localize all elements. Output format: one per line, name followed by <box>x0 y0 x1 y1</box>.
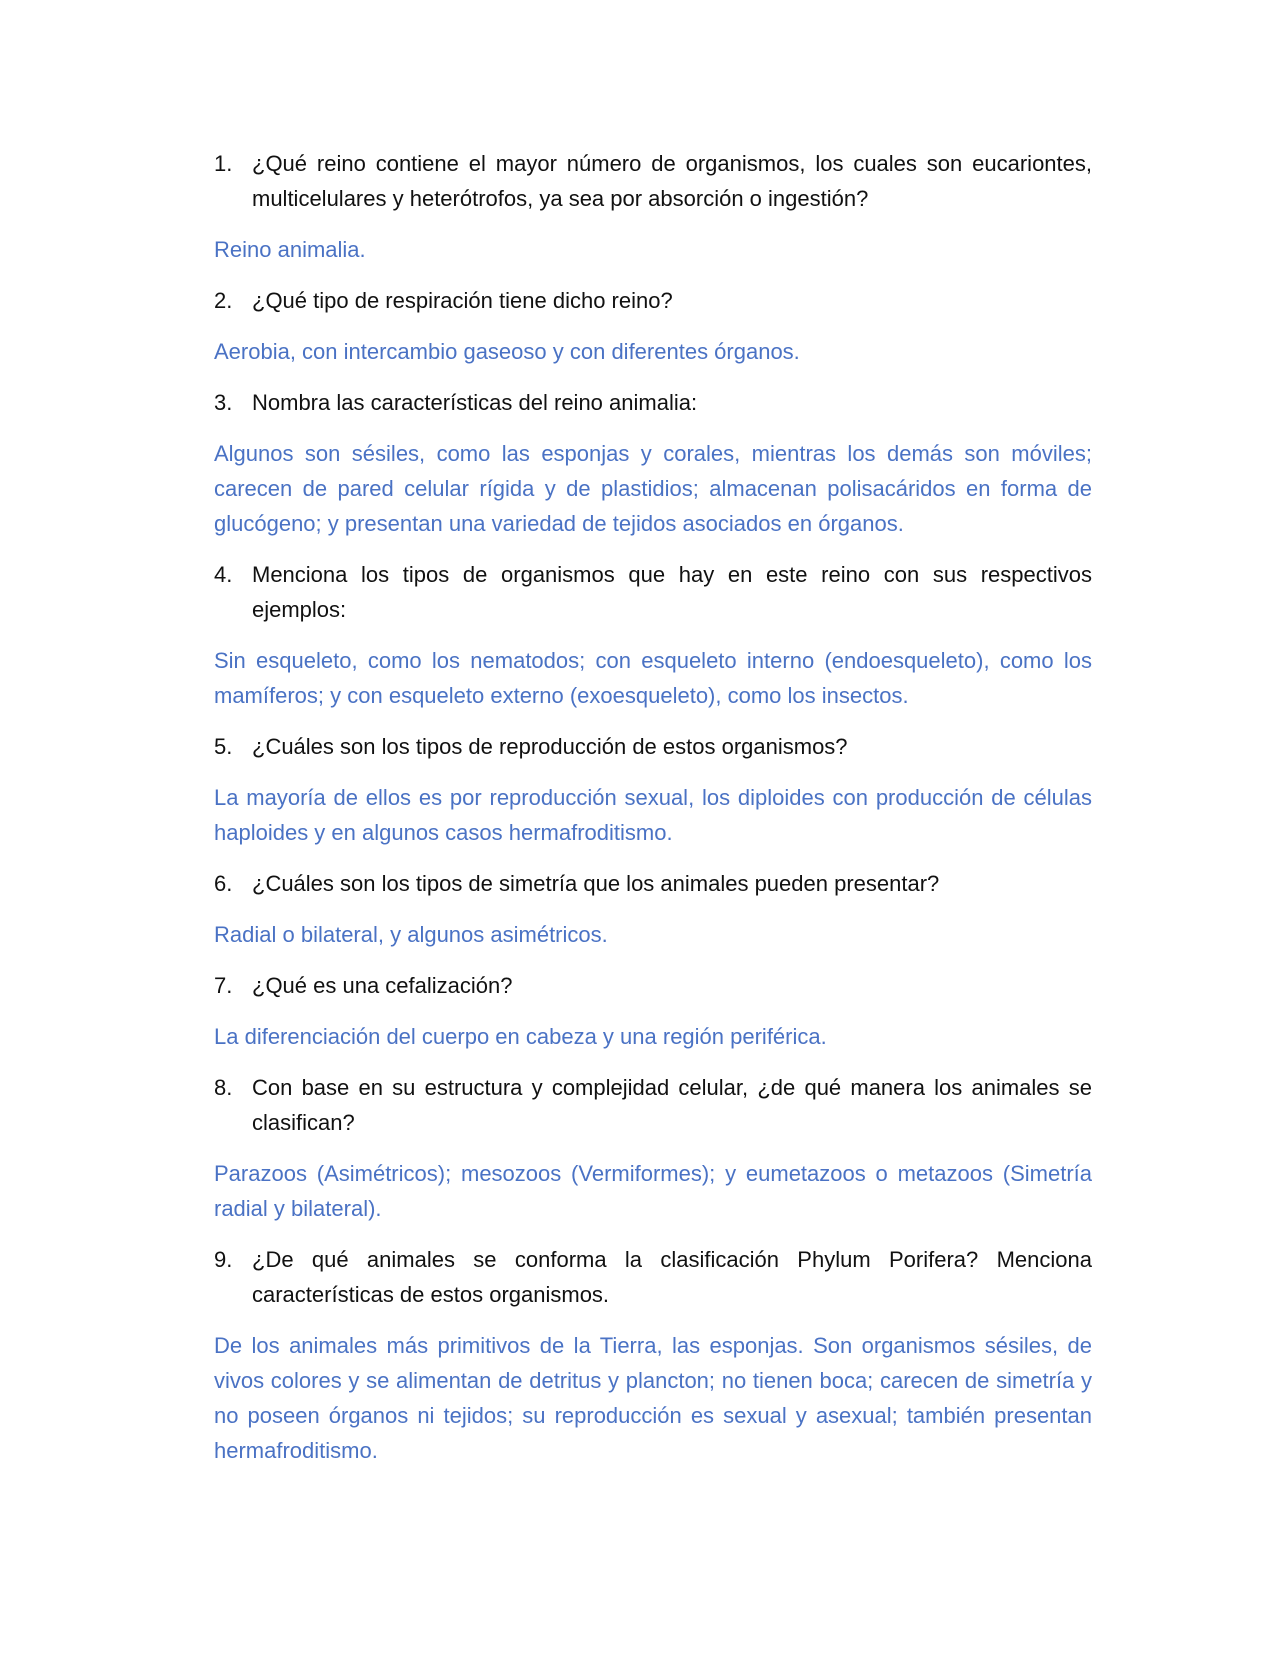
answer-8: Parazoos (Asimétricos); mesozoos (Vermiformes); y eumetazoos o metazoos (Simetría radial y bilateral). <box>214 1161 1092 1221</box>
question-5 <box>214 729 1092 764</box>
question-text: ¿Cuáles son los tipos de simetría que los animales pueden presentar? <box>252 871 940 896</box>
question-number: 3. <box>214 390 233 415</box>
answer-4: Sin esqueleto, como los nematodos; con esqueleto interno (endoesqueleto), como los mamíferos; y con esqueleto externo (exoesqueleto), como los insectos. <box>214 648 1092 708</box>
answer-7: La diferenciación del cuerpo en cabeza y una región periférica. <box>214 1024 827 1049</box>
question-text: ¿Qué es una cefalización? <box>252 973 513 998</box>
qa-list <box>214 146 1092 1484</box>
question-number: 6. <box>214 871 233 896</box>
question-text: Con base en su estructura y complejidad celular, ¿de qué manera los animales se clasifican? <box>252 1075 1092 1135</box>
question-1 <box>214 146 1092 216</box>
question-text: ¿De qué animales se conforma la clasificación Phylum Porifera? Menciona características de estos organismos. <box>252 1247 1092 1307</box>
question-text: Menciona los tipos de organismos que hay en este reino con sus respectivos ejemplos: <box>252 562 1092 622</box>
question-text: ¿Cuáles son los tipos de reproducción de estos organismos? <box>252 734 848 759</box>
answer-5: La mayoría de ellos es por reproducción sexual, los diploides con producción de células haploides y en algunos casos hermafroditismo. <box>214 785 1092 845</box>
question-number: 4. <box>214 562 233 587</box>
question-9 <box>214 1242 1092 1312</box>
answer-3: Algunos son sésiles, como las esponjas y corales, mientras los demás son móviles; carecen de pared celular rígida y de plastidios; almacenan polisacáridos en forma de glucógeno; y presentan una variedad de tejidos asociados en órganos. <box>214 441 1092 536</box>
question-8 <box>214 1070 1092 1140</box>
question-3 <box>214 385 1092 420</box>
question-number: 5. <box>214 734 233 759</box>
answer-1: Reino animalia. <box>214 237 366 262</box>
question-number: 9. <box>214 1247 233 1272</box>
answer-6: Radial o bilateral, y algunos asimétricos. <box>214 922 608 947</box>
question-6 <box>214 866 1092 901</box>
question-number: 1. <box>214 151 233 176</box>
answer-9: De los animales más primitivos de la Tierra, las esponjas. Son organismos sésiles, de vivos colores y se alimentan de detritus y plancton; no tienen boca; carecen de simetría y no poseen órganos ni tejidos; su reproducción es sexual y asexual; también presentan hermafroditismo. <box>214 1333 1092 1463</box>
question-2 <box>214 283 1092 318</box>
question-number: 7. <box>214 973 233 998</box>
question-number: 8. <box>214 1075 233 1100</box>
question-number: 2. <box>214 288 233 313</box>
question-text: Nombra las características del reino animalia: <box>252 390 698 415</box>
question-text: ¿Qué tipo de respiración tiene dicho reino? <box>252 288 673 313</box>
question-text: ¿Qué reino contiene el mayor número de organismos, los cuales son eucariontes, multicelulares y heterótrofos, ya sea por absorción o ingestión? <box>252 151 1092 211</box>
question-7 <box>214 968 1092 1003</box>
question-4 <box>214 557 1092 627</box>
answer-2: Aerobia, con intercambio gaseoso y con diferentes órganos. <box>214 339 800 364</box>
